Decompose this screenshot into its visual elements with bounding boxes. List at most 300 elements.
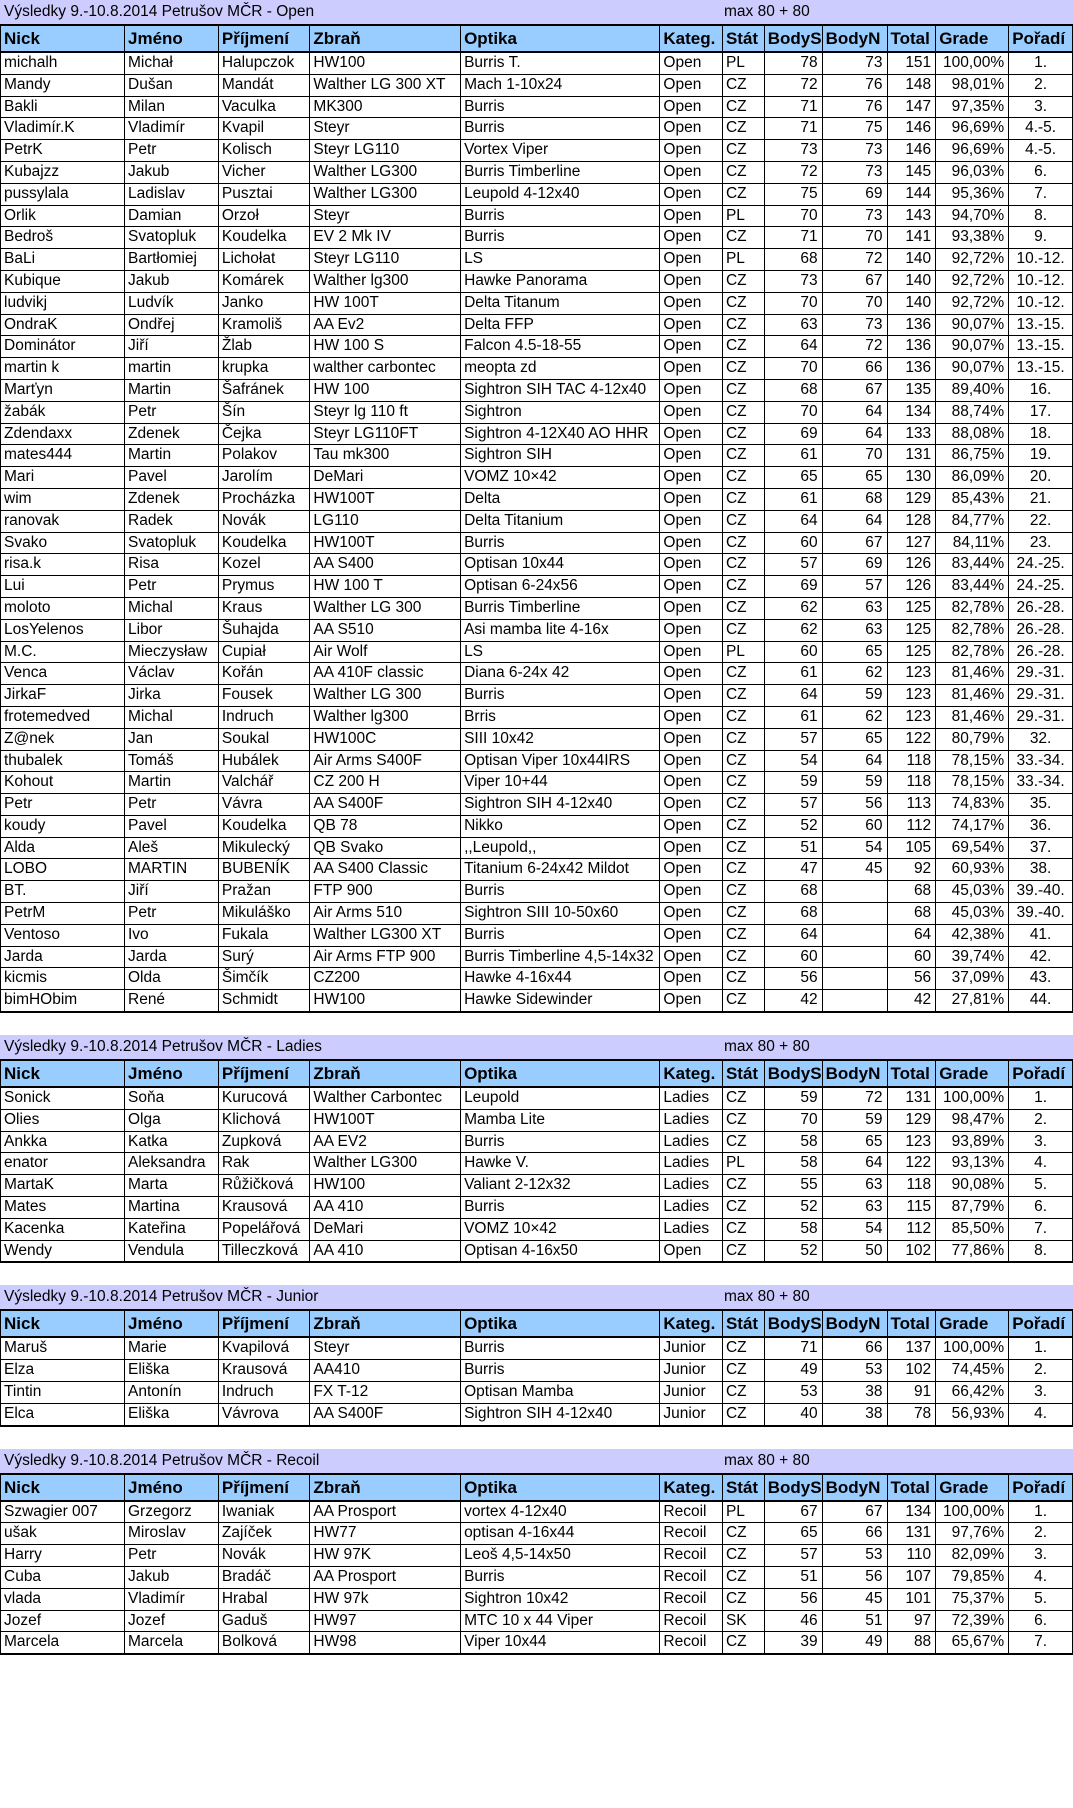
cell-first-name: Milan: [125, 96, 219, 118]
column-header-last-name: Příjmení: [218, 1060, 310, 1087]
cell-country: CZ: [722, 1360, 764, 1382]
cell-weapon: HW 100: [310, 379, 461, 401]
cell-grade: 39,74%: [936, 946, 1009, 968]
table-row: [1, 1087, 1073, 1109]
cell-nick: Jozef: [1, 1610, 125, 1632]
cell-body-n: 59: [822, 772, 887, 794]
table-row: [1, 118, 1073, 140]
cell-category: Open: [660, 488, 723, 510]
table-row: [1, 663, 1073, 685]
cell-first-name: Petr: [125, 576, 219, 598]
cell-nick: Z@nek: [1, 728, 125, 750]
cell-total: 143: [887, 205, 936, 227]
table-row: [1, 1501, 1073, 1523]
cell-weapon: HW77: [310, 1523, 461, 1545]
cell-last-name: Klichová: [218, 1109, 310, 1131]
cell-category: Open: [660, 379, 723, 401]
cell-scope: Burris: [461, 1567, 660, 1589]
table-row: [1, 379, 1073, 401]
cell-total: 118: [887, 1175, 936, 1197]
cell-nick: BT.: [1, 881, 125, 903]
table-row: [1, 554, 1073, 576]
cell-total: 118: [887, 772, 936, 794]
cell-body-n: 67: [822, 270, 887, 292]
cell-rank: 29.-31.: [1009, 663, 1073, 685]
cell-rank: 5.: [1009, 1175, 1073, 1197]
cell-weapon: FTP 900: [310, 881, 461, 903]
cell-weapon: Walther LG 300: [310, 685, 461, 707]
cell-first-name: Marta: [125, 1175, 219, 1197]
cell-weapon: Walther LG 300: [310, 597, 461, 619]
cell-category: Open: [660, 249, 723, 271]
cell-nick: Alda: [1, 837, 125, 859]
cell-nick: žabák: [1, 401, 125, 423]
cell-total: 136: [887, 358, 936, 380]
cell-last-name: Vicher: [218, 161, 310, 183]
column-header-body-s: BodyS: [764, 1060, 822, 1087]
cell-last-name: Vávrova: [218, 1403, 310, 1425]
cell-first-name: Aleš: [125, 837, 219, 859]
cell-rank: 26.-28.: [1009, 641, 1073, 663]
cell-body-s: 64: [764, 336, 822, 358]
cell-total: 88: [887, 1632, 936, 1654]
cell-total: 101: [887, 1588, 936, 1610]
cell-scope: Leoš 4,5-14x50: [461, 1545, 660, 1567]
cell-scope: Leupold 4-12x40: [461, 183, 660, 205]
column-header-last-name: Příjmení: [218, 1474, 310, 1501]
cell-category: Ladies: [660, 1197, 723, 1219]
table-row: [1, 619, 1073, 641]
cell-scope: Optisan Mamba: [461, 1382, 660, 1404]
cell-last-name: Zupková: [218, 1131, 310, 1153]
section-title: Výsledky 9.-10.8.2014 Petrušov MČR - Open: [4, 3, 315, 20]
cell-scope: Viper 10x44: [461, 1632, 660, 1654]
cell-rank: 22.: [1009, 510, 1073, 532]
cell-scope: Viper 10+44: [461, 772, 660, 794]
cell-category: Ladies: [660, 1175, 723, 1197]
cell-last-name: Indruch: [218, 706, 310, 728]
table-row: [1, 292, 1073, 314]
cell-body-s: 70: [764, 205, 822, 227]
cell-weapon: Steyr: [310, 118, 461, 140]
cell-country: CZ: [722, 532, 764, 554]
cell-first-name: Soňa: [125, 1087, 219, 1109]
cell-rank: 20.: [1009, 467, 1073, 489]
cell-grade: 94,70%: [936, 205, 1009, 227]
cell-last-name: Komárek: [218, 270, 310, 292]
table-row: [1, 161, 1073, 183]
cell-last-name: Rak: [218, 1153, 310, 1175]
cell-nick: wim: [1, 488, 125, 510]
cell-scope: meopta zd: [461, 358, 660, 380]
cell-last-name: Popelářová: [218, 1218, 310, 1240]
cell-scope: VOMZ 10×42: [461, 467, 660, 489]
results-table: [0, 24, 1073, 1013]
cell-body-s: 71: [764, 118, 822, 140]
cell-total: 140: [887, 292, 936, 314]
cell-last-name: krupka: [218, 358, 310, 380]
cell-body-n: 67: [822, 532, 887, 554]
cell-nick: Marťyn: [1, 379, 125, 401]
cell-rank: 37.: [1009, 837, 1073, 859]
cell-scope: Burris T.: [461, 52, 660, 74]
cell-first-name: Bartłomiej: [125, 249, 219, 271]
cell-nick: risa.k: [1, 554, 125, 576]
cell-scope: optisan 4-16x44: [461, 1523, 660, 1545]
table-row: [1, 1131, 1073, 1153]
cell-country: CZ: [722, 227, 764, 249]
cell-body-s: 51: [764, 837, 822, 859]
cell-body-s: 46: [764, 1610, 822, 1632]
cell-nick: thubalek: [1, 750, 125, 772]
cell-body-n: 57: [822, 576, 887, 598]
cell-first-name: Jakub: [125, 270, 219, 292]
column-header-grade: Grade: [936, 1474, 1009, 1501]
cell-country: CZ: [722, 1175, 764, 1197]
column-header-total: Total: [887, 1310, 936, 1337]
cell-grade: 100,00%: [936, 1501, 1009, 1523]
cell-nick: ušak: [1, 1523, 125, 1545]
cell-grade: 77,86%: [936, 1240, 1009, 1262]
cell-weapon: HW 100 S: [310, 336, 461, 358]
cell-nick: JirkaF: [1, 685, 125, 707]
cell-last-name: Hubálek: [218, 750, 310, 772]
cell-total: 102: [887, 1360, 936, 1382]
cell-body-s: 42: [764, 990, 822, 1012]
cell-nick: LosYelenos: [1, 619, 125, 641]
cell-last-name: Kořán: [218, 663, 310, 685]
cell-body-s: 73: [764, 270, 822, 292]
table-row: [1, 183, 1073, 205]
cell-weapon: DeMari: [310, 1218, 461, 1240]
cell-grade: 88,74%: [936, 401, 1009, 423]
cell-nick: Dominátor: [1, 336, 125, 358]
max-score-note: max 80 + 80: [724, 1038, 810, 1056]
cell-rank: 24.-25.: [1009, 576, 1073, 598]
cell-body-n: 65: [822, 641, 887, 663]
cell-body-n: 38: [822, 1403, 887, 1425]
cell-nick: Mari: [1, 467, 125, 489]
table-row: [1, 1632, 1073, 1654]
cell-weapon: walther carbontec: [310, 358, 461, 380]
cell-body-s: 73: [764, 140, 822, 162]
cell-rank: 3.: [1009, 96, 1073, 118]
cell-last-name: Koudelka: [218, 532, 310, 554]
table-row: [1, 140, 1073, 162]
cell-grade: 75,37%: [936, 1588, 1009, 1610]
cell-first-name: Jarda: [125, 946, 219, 968]
cell-total: 125: [887, 597, 936, 619]
cell-grade: 95,36%: [936, 183, 1009, 205]
cell-country: CZ: [722, 270, 764, 292]
cell-rank: 35.: [1009, 794, 1073, 816]
cell-rank: 2.: [1009, 1360, 1073, 1382]
cell-rank: 13.-15.: [1009, 314, 1073, 336]
cell-body-s: 65: [764, 1523, 822, 1545]
cell-first-name: Martin: [125, 445, 219, 467]
cell-body-s: 57: [764, 728, 822, 750]
cell-body-s: 75: [764, 183, 822, 205]
cell-scope: Sightron SIH 4-12x40: [461, 794, 660, 816]
cell-total: 64: [887, 924, 936, 946]
cell-body-s: 71: [764, 1337, 822, 1359]
cell-body-s: 70: [764, 292, 822, 314]
cell-first-name: Petr: [125, 1545, 219, 1567]
column-header-grade: Grade: [936, 25, 1009, 52]
cell-nick: frotemedved: [1, 706, 125, 728]
cell-scope: Sightron: [461, 401, 660, 423]
results-section: [0, 1285, 1073, 1448]
cell-category: Junior: [660, 1403, 723, 1425]
cell-grade: 56,93%: [936, 1403, 1009, 1425]
cell-first-name: Katka: [125, 1131, 219, 1153]
cell-country: SK: [722, 1610, 764, 1632]
cell-category: Open: [660, 183, 723, 205]
cell-grade: 85,43%: [936, 488, 1009, 510]
cell-rank: 1.: [1009, 52, 1073, 74]
cell-first-name: Kateřina: [125, 1218, 219, 1240]
cell-nick: Marcela: [1, 1632, 125, 1654]
cell-weapon: HW100C: [310, 728, 461, 750]
cell-first-name: Petr: [125, 794, 219, 816]
cell-last-name: Koudelka: [218, 227, 310, 249]
cell-country: CZ: [722, 837, 764, 859]
cell-country: CZ: [722, 1545, 764, 1567]
cell-body-n: 65: [822, 1131, 887, 1153]
cell-country: CZ: [722, 510, 764, 532]
cell-grade: 80,79%: [936, 728, 1009, 750]
table-row: [1, 1197, 1073, 1219]
cell-scope: Leupold: [461, 1087, 660, 1109]
cell-body-s: 62: [764, 597, 822, 619]
cell-category: Open: [660, 96, 723, 118]
cell-body-n: 54: [822, 1218, 887, 1240]
cell-grade: 81,46%: [936, 663, 1009, 685]
cell-last-name: Valchář: [218, 772, 310, 794]
column-header-rank: Pořadí: [1009, 25, 1073, 52]
cell-nick: Svako: [1, 532, 125, 554]
cell-grade: 72,39%: [936, 1610, 1009, 1632]
column-header-nick: Nick: [1, 1474, 125, 1501]
cell-country: CZ: [722, 924, 764, 946]
cell-category: Open: [660, 270, 723, 292]
cell-body-s: 39: [764, 1632, 822, 1654]
column-header-last-name: Příjmení: [218, 1310, 310, 1337]
cell-last-name: Schmidt: [218, 990, 310, 1012]
table-row: [1, 249, 1073, 271]
cell-body-n: 68: [822, 488, 887, 510]
cell-grade: 97,35%: [936, 96, 1009, 118]
cell-grade: 90,07%: [936, 336, 1009, 358]
cell-rank: 39.-40.: [1009, 881, 1073, 903]
cell-weapon: CZ200: [310, 968, 461, 990]
cell-rank: 5.: [1009, 1588, 1073, 1610]
cell-last-name: Fousek: [218, 685, 310, 707]
cell-total: 123: [887, 663, 936, 685]
cell-scope: Brris: [461, 706, 660, 728]
cell-first-name: Václav: [125, 663, 219, 685]
cell-rank: 2.: [1009, 1523, 1073, 1545]
cell-weapon: AA Ev2: [310, 314, 461, 336]
cell-weapon: HW 97k: [310, 1588, 461, 1610]
table-row: [1, 467, 1073, 489]
cell-nick: Petr: [1, 794, 125, 816]
cell-country: CZ: [722, 772, 764, 794]
cell-country: CZ: [722, 750, 764, 772]
cell-first-name: Zdenek: [125, 423, 219, 445]
cell-scope: Burris: [461, 118, 660, 140]
cell-first-name: Olda: [125, 968, 219, 990]
cell-grade: 78,15%: [936, 772, 1009, 794]
section-title: Výsledky 9.-10.8.2014 Petrušov MČR - Recoil: [4, 1451, 320, 1469]
cell-total: 107: [887, 1567, 936, 1589]
cell-body-s: 64: [764, 924, 822, 946]
cell-nick: Tintin: [1, 1382, 125, 1404]
cell-total: 112: [887, 815, 936, 837]
cell-scope: Delta: [461, 488, 660, 510]
cell-country: CZ: [722, 597, 764, 619]
cell-nick: Kubique: [1, 270, 125, 292]
cell-scope: Burris: [461, 96, 660, 118]
cell-country: CZ: [722, 1240, 764, 1262]
cell-first-name: Michal: [125, 706, 219, 728]
cell-scope: Burris: [461, 881, 660, 903]
cell-first-name: Michał: [125, 52, 219, 74]
cell-weapon: Walther lg300: [310, 706, 461, 728]
cell-rank: 13.-15.: [1009, 358, 1073, 380]
cell-weapon: Walther LG 300 XT: [310, 74, 461, 96]
results-table: [0, 1473, 1073, 1656]
cell-scope: Optisan 10x44: [461, 554, 660, 576]
cell-country: CZ: [722, 1403, 764, 1425]
cell-rank: 17.: [1009, 401, 1073, 423]
cell-nick: Zdendaxx: [1, 423, 125, 445]
cell-weapon: Air Wolf: [310, 641, 461, 663]
cell-country: CZ: [722, 1567, 764, 1589]
cell-rank: 33.-34.: [1009, 772, 1073, 794]
cell-rank: 6.: [1009, 161, 1073, 183]
cell-total: 97: [887, 1610, 936, 1632]
cell-category: Open: [660, 74, 723, 96]
cell-last-name: Čejka: [218, 423, 310, 445]
cell-body-n: 62: [822, 663, 887, 685]
column-header-nick: Nick: [1, 1060, 125, 1087]
cell-last-name: Vaculka: [218, 96, 310, 118]
cell-rank: 4.-5.: [1009, 118, 1073, 140]
cell-weapon: CZ 200 H: [310, 772, 461, 794]
cell-body-s: 64: [764, 685, 822, 707]
cell-weapon: HW98: [310, 1632, 461, 1654]
column-header-grade: Grade: [936, 1060, 1009, 1087]
table-row: [1, 641, 1073, 663]
cell-weapon: DeMari: [310, 467, 461, 489]
cell-category: Ladies: [660, 1087, 723, 1109]
column-header-scope: Optika: [461, 25, 660, 52]
cell-weapon: Steyr LG110FT: [310, 423, 461, 445]
cell-last-name: Krausová: [218, 1360, 310, 1382]
cell-scope: Burris: [461, 532, 660, 554]
header-row: [1, 25, 1073, 52]
cell-last-name: Kolisch: [218, 140, 310, 162]
cell-scope: Optisan Viper 10x44IRS: [461, 750, 660, 772]
cell-first-name: Pavel: [125, 815, 219, 837]
cell-grade: 100,00%: [936, 1337, 1009, 1359]
cell-category: Ladies: [660, 1131, 723, 1153]
cell-weapon: QB 78: [310, 815, 461, 837]
cell-body-n: 56: [822, 1567, 887, 1589]
cell-last-name: Kramoliš: [218, 314, 310, 336]
cell-body-n: 69: [822, 183, 887, 205]
cell-weapon: QB Svako: [310, 837, 461, 859]
cell-body-s: 62: [764, 619, 822, 641]
cell-body-s: 57: [764, 1545, 822, 1567]
cell-first-name: Jakub: [125, 1567, 219, 1589]
column-header-body-n: BodyN: [822, 1474, 887, 1501]
cell-first-name: Svatopluk: [125, 227, 219, 249]
cell-scope: Optisan 6-24x56: [461, 576, 660, 598]
cell-category: Open: [660, 924, 723, 946]
cell-country: CZ: [722, 794, 764, 816]
cell-body-n: 67: [822, 1501, 887, 1523]
cell-scope: Hawke 4-16x44: [461, 968, 660, 990]
cell-last-name: Iwaniak: [218, 1501, 310, 1523]
cell-category: Open: [660, 445, 723, 467]
cell-country: PL: [722, 1501, 764, 1523]
cell-grade: 78,15%: [936, 750, 1009, 772]
cell-nick: Elza: [1, 1360, 125, 1382]
cell-country: CZ: [722, 903, 764, 925]
cell-body-n: 70: [822, 292, 887, 314]
cell-first-name: Miroslav: [125, 1523, 219, 1545]
cell-rank: 2.: [1009, 74, 1073, 96]
cell-body-s: 51: [764, 1567, 822, 1589]
cell-nick: mates444: [1, 445, 125, 467]
cell-grade: 89,40%: [936, 379, 1009, 401]
cell-nick: Olies: [1, 1109, 125, 1131]
cell-body-n: [822, 990, 887, 1012]
cell-category: Open: [660, 663, 723, 685]
cell-body-n: 66: [822, 1337, 887, 1359]
cell-last-name: Fukala: [218, 924, 310, 946]
table-row: [1, 1153, 1073, 1175]
cell-country: CZ: [722, 467, 764, 489]
cell-body-s: 70: [764, 1109, 822, 1131]
results-section: [0, 1449, 1073, 1656]
cell-scope: Burris: [461, 1197, 660, 1219]
cell-scope: Burris: [461, 685, 660, 707]
table-row: [1, 358, 1073, 380]
cell-rank: 8.: [1009, 1240, 1073, 1262]
cell-country: CZ: [722, 140, 764, 162]
cell-grade: 42,38%: [936, 924, 1009, 946]
cell-grade: 86,75%: [936, 445, 1009, 467]
cell-nick: Mandy: [1, 74, 125, 96]
column-header-weapon: Zbraň: [310, 1310, 461, 1337]
cell-weapon: LG110: [310, 510, 461, 532]
cell-category: Open: [660, 292, 723, 314]
cell-rank: 44.: [1009, 990, 1073, 1012]
cell-total: 144: [887, 183, 936, 205]
cell-nick: kicmis: [1, 968, 125, 990]
cell-body-n: 54: [822, 837, 887, 859]
cell-weapon: HW100: [310, 1175, 461, 1197]
cell-last-name: Šuhajda: [218, 619, 310, 641]
cell-first-name: Grzegorz: [125, 1501, 219, 1523]
cell-country: CZ: [722, 118, 764, 140]
cell-grade: 82,78%: [936, 597, 1009, 619]
cell-category: Recoil: [660, 1610, 723, 1632]
cell-body-n: 73: [822, 52, 887, 74]
